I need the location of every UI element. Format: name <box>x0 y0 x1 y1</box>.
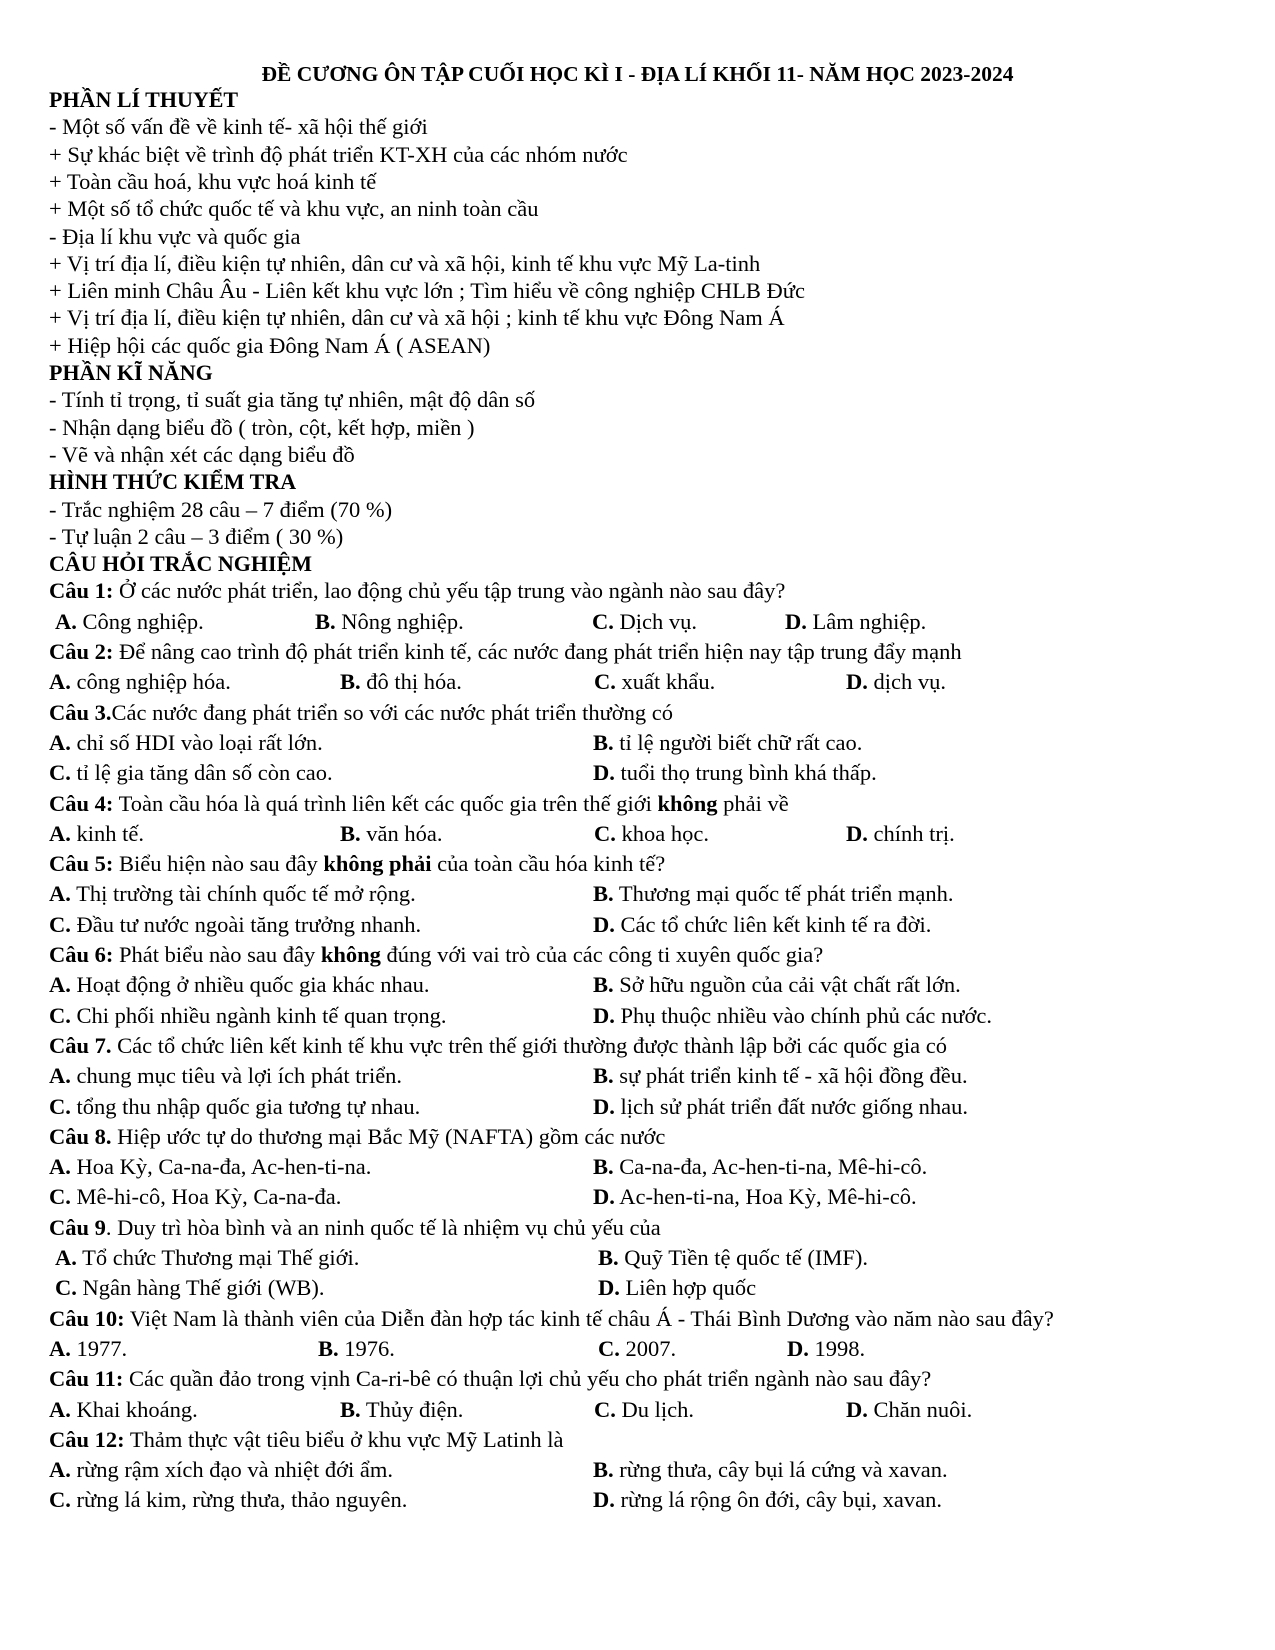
question-stem <box>49 1426 564 1454</box>
option-text: chính trị. <box>867 820 955 846</box>
option-letter: D. <box>846 669 868 695</box>
answer-option[interactable] <box>593 729 862 757</box>
option-text: Thủy điện. <box>360 1396 464 1422</box>
option-letter: B. <box>340 820 361 846</box>
option-letter: D. <box>846 1396 868 1422</box>
option-letter: A. <box>55 608 77 634</box>
option-letter: A. <box>49 1396 71 1422</box>
option-text: tổng thu nhập quốc gia tương tự nhau. <box>70 1093 421 1119</box>
answer-option[interactable] <box>593 1456 948 1484</box>
question-label: Câu 4: <box>49 790 114 816</box>
option-letter: A. <box>49 881 71 907</box>
option-text: Dịch vụ. <box>613 608 697 634</box>
question-label: Câu 9 <box>49 1214 106 1240</box>
question-stem <box>49 638 962 666</box>
option-letter: C. <box>49 760 71 786</box>
option-letter: D. <box>785 608 807 634</box>
option-text: Du lịch. <box>615 1396 694 1422</box>
question-text: Phát biểu nào sau đây <box>113 942 321 967</box>
option-text: Nông nghiệp. <box>335 608 464 634</box>
option-text: 1976. <box>338 1335 395 1361</box>
answer-option[interactable] <box>49 911 421 939</box>
answer-option[interactable] <box>49 759 333 787</box>
question-label: Câu 8. <box>49 1123 112 1149</box>
option-letter: C. <box>49 1487 71 1513</box>
answer-option[interactable] <box>594 668 715 696</box>
option-text: lịch sử phát triển đất nước giống nhau. <box>614 1093 968 1119</box>
question-text: . Duy trì hòa bình và an ninh quốc tế là nhiệm vụ chủ yếu của <box>105 1214 661 1240</box>
answer-option[interactable] <box>592 608 697 636</box>
option-text: đô thị hóa. <box>360 669 462 695</box>
question-text: Toàn cầu hóa là quá trình liên kết các quốc gia trên thế giới <box>113 790 658 816</box>
skills-item: - Nhận dạng biểu đồ ( tròn, cột, kết hợp, miền ) <box>49 414 475 440</box>
option-letter: C. <box>49 911 71 937</box>
option-letter: A. <box>49 1457 71 1483</box>
theory-item: + Sự khác biệt về trình độ phát triển KT-XH của các nhóm nước <box>49 141 628 167</box>
question-text: Các quần đảo trong vịnh Ca-ri-bê có thuận lợi chủ yếu cho phát triển ngành nào sau đây? <box>123 1366 932 1392</box>
option-text: Ac-hen-ti-na, Hoa Kỳ, Mê-hi-cô. <box>614 1184 917 1210</box>
theory-heading: PHẦN LÍ THUYẾT <box>49 87 239 112</box>
option-text: Thị trường tài chính quốc tế mở rộng. <box>70 881 416 907</box>
option-text: Khai khoáng. <box>70 1396 198 1422</box>
question-text: Biểu hiện nào sau đây <box>113 851 324 877</box>
option-letter: D. <box>593 1002 615 1028</box>
option-letter: A. <box>49 1063 71 1089</box>
theory-item: + Hiệp hội các quốc gia Đông Nam Á ( ASEAN) <box>49 332 491 358</box>
exam-heading: HÌNH THỨC KIỂM TRA <box>49 469 297 495</box>
option-text: rừng rậm xích đạo và nhiệt đới ẩm. <box>70 1457 394 1483</box>
option-letter: D. <box>593 1487 615 1513</box>
option-text: Phụ thuộc nhiều vào chính phủ các nước. <box>614 1002 993 1028</box>
answer-option[interactable] <box>593 1486 942 1514</box>
option-letter: C. <box>594 1396 616 1422</box>
option-text: Sở hữu nguồn của cải vật chất rất lớn. <box>613 972 961 998</box>
answer-option[interactable] <box>49 1396 198 1424</box>
question-text: Ở các nước phát triển, lao động chủ yếu tập trung vào ngành nào sau đây? <box>113 578 786 604</box>
option-letter: B. <box>340 669 361 695</box>
theory-item: + Vị trí địa lí, điều kiện tự nhiên, dân cư và xã hội ; kinh tế khu vực Đông Nam Á <box>49 305 785 331</box>
skills-heading: PHẦN KĨ NĂNG <box>49 360 213 385</box>
theory-item: + Liên minh Châu Âu - Liên kết khu vực lớn ; Tìm hiểu về công nghiệp CHLB Đức <box>49 278 805 304</box>
document-title: ĐỀ CƯƠNG ÔN TẬP CUỐI HỌC KÌ I - ĐỊA LÍ KHỐI 11- NĂM HỌC 2023-2024 <box>261 62 1014 86</box>
skills-item: - Tính tỉ trọng, tỉ suất gia tăng tự nhiên, mật độ dân số <box>49 387 536 413</box>
question-label: Câu 5: <box>49 851 114 877</box>
option-letter: C. <box>594 669 616 695</box>
question-label: Câu 3. <box>49 699 112 725</box>
answer-option[interactable] <box>594 820 709 848</box>
answer-option[interactable] <box>49 729 323 757</box>
option-text: Thương mại quốc tế phát triển mạnh. <box>613 881 954 907</box>
option-text: Hoa Kỳ, Ca-na-đa, Ac-hen-ti-na. <box>70 1154 372 1180</box>
option-text: dịch vụ. <box>867 669 946 695</box>
option-text: công nghiệp hóa. <box>70 669 231 695</box>
answer-option[interactable] <box>593 1002 992 1030</box>
option-text: Đầu tư nước ngoài tăng trưởng nhanh. <box>70 911 422 937</box>
question-text: Các nước đang phát triển so với các nước phát triển thường có <box>111 699 674 725</box>
option-letter: D. <box>593 1093 615 1119</box>
option-text: Tổ chức Thương mại Thế giới. <box>76 1245 360 1270</box>
answer-option[interactable] <box>49 880 416 908</box>
option-text: Chăn nuôi. <box>867 1396 973 1422</box>
option-letter: B. <box>593 1154 614 1180</box>
answer-option[interactable] <box>55 1274 325 1302</box>
answer-option[interactable] <box>49 1062 402 1090</box>
option-text: Hoạt động ở nhiều quốc gia khác nhau. <box>70 972 430 998</box>
option-letter: D. <box>846 820 868 846</box>
option-letter: C. <box>598 1335 620 1361</box>
answer-option[interactable] <box>593 1062 968 1090</box>
question-text: Các tổ chức liên kết kinh tế khu vực trên thế giới thường được thành lập bởi các quốc gia có <box>111 1032 948 1058</box>
option-letter: D. <box>593 760 615 786</box>
question-text: Để nâng cao trình độ phát triển kinh tế, các nước đang phát triển hiện nay tập trung đẩy mạnh <box>113 639 962 664</box>
question-stem <box>49 1123 665 1151</box>
option-letter: D. <box>787 1335 809 1361</box>
answer-option[interactable] <box>318 1335 395 1363</box>
answer-option[interactable] <box>49 1183 341 1211</box>
option-letter: B. <box>593 881 614 907</box>
question-emphasis: không <box>657 790 718 816</box>
option-text: tỉ lệ người biết chữ rất cao. <box>613 729 863 755</box>
option-letter: B. <box>340 1396 361 1422</box>
answer-option[interactable] <box>598 1274 756 1302</box>
option-text: Lâm nghiệp. <box>806 608 927 634</box>
question-text: Việt Nam là thành viên của Diễn đàn hợp tác kinh tế châu Á - Thái Bình Dương vào năm nào sau đây? <box>124 1305 1054 1331</box>
option-letter: A. <box>49 820 71 846</box>
option-letter: D. <box>598 1275 620 1301</box>
question-label: Câu 6: <box>49 942 114 967</box>
answer-option[interactable] <box>598 1244 868 1272</box>
option-letter: A. <box>49 729 71 755</box>
option-text: Công nghiệp. <box>76 608 204 634</box>
option-letter: C. <box>594 820 616 846</box>
option-letter: C. <box>49 1093 71 1119</box>
question-stem <box>49 1214 661 1242</box>
question-stem <box>49 941 823 969</box>
option-text: văn hóa. <box>360 820 443 846</box>
option-text: sự phát triển kinh tế - xã hội đồng đều. <box>613 1063 968 1089</box>
option-text: tuổi thọ trung bình khá thấp. <box>614 760 877 786</box>
option-text: 1998. <box>808 1335 866 1361</box>
theory-item: + Một số tổ chức quốc tế và khu vực, an ninh toàn cầu <box>49 196 539 222</box>
option-text: chung mục tiêu và lợi ích phát triển. <box>70 1063 403 1089</box>
option-text: xuất khẩu. <box>615 669 716 695</box>
option-text: chỉ số HDI vào loại rất lớn. <box>70 729 323 755</box>
question-label: Câu 2: <box>49 639 114 664</box>
question-stem <box>49 1365 931 1393</box>
option-letter: B. <box>593 729 614 755</box>
option-text: 1977. <box>70 1335 128 1361</box>
option-letter: B. <box>598 1245 619 1270</box>
option-letter: C. <box>49 1002 71 1028</box>
question-text: đúng với vai trò của các công ti xuyên quốc gia? <box>380 942 824 967</box>
answer-option[interactable] <box>340 820 443 848</box>
option-text: Chi phối nhiều ngành kinh tế quan trọng. <box>70 1002 447 1028</box>
answer-option[interactable] <box>49 971 430 999</box>
option-letter: C. <box>49 1184 71 1210</box>
option-text: rừng thưa, cây bụi lá cứng và xavan. <box>613 1457 948 1483</box>
question-label: Câu 7. <box>49 1032 112 1058</box>
option-letter: B. <box>593 1457 614 1483</box>
option-text: Ca-na-đa, Ac-hen-ti-na, Mê-hi-cô. <box>613 1154 928 1180</box>
question-stem <box>49 790 789 818</box>
option-letter: C. <box>55 1275 77 1301</box>
answer-option[interactable] <box>594 1396 694 1424</box>
answer-option[interactable] <box>55 608 204 636</box>
answer-option[interactable] <box>340 668 462 696</box>
answer-option[interactable] <box>315 608 464 636</box>
question-emphasis: không phải <box>323 851 432 877</box>
skills-item: - Vẽ và nhận xét các dạng biểu đồ <box>49 441 355 467</box>
question-text: Hiệp ước tự do thương mại Bắc Mỹ (NAFTA) gồm các nước <box>111 1123 666 1149</box>
question-text: Thảm thực vật tiêu biểu ở khu vực Mỹ Latinh là <box>124 1426 564 1452</box>
exam-item: - Trắc nghiệm 28 câu – 7 điểm (70 %) <box>49 496 393 522</box>
question-label: Câu 12: <box>49 1426 125 1452</box>
option-text: 2007. <box>619 1335 677 1361</box>
question-text: của toàn cầu hóa kinh tế? <box>431 851 666 877</box>
theory-item: - Một số vấn đề về kinh tế- xã hội thế giới <box>49 114 428 140</box>
answer-option[interactable] <box>49 1002 446 1030</box>
answer-option[interactable] <box>49 820 144 848</box>
option-text: Các tổ chức liên kết kinh tế ra đời. <box>614 911 932 937</box>
option-text: Liên hợp quốc <box>619 1275 757 1301</box>
questions-heading: CÂU HỎI TRẮC NGHIỆM <box>49 551 313 577</box>
answer-option[interactable] <box>49 1486 407 1514</box>
option-letter: C. <box>592 608 614 634</box>
answer-option[interactable] <box>593 759 877 787</box>
option-text: Mê-hi-cô, Hoa Kỳ, Ca-na-đa. <box>70 1184 342 1210</box>
option-text: khoa học. <box>615 820 709 846</box>
option-letter: A. <box>49 1154 71 1180</box>
theory-item: - Địa lí khu vực và quốc gia <box>49 223 301 249</box>
option-letter: A. <box>49 972 71 998</box>
theory-item: + Toàn cầu hoá, khu vực hoá kinh tế <box>49 168 377 194</box>
question-emphasis: không <box>320 942 381 967</box>
question-stem <box>49 699 673 727</box>
option-letter: D. <box>593 911 615 937</box>
answer-option[interactable] <box>593 880 954 908</box>
answer-option[interactable] <box>55 1244 359 1272</box>
answer-option[interactable] <box>49 668 231 696</box>
option-letter: B. <box>318 1335 339 1361</box>
answer-option[interactable] <box>593 971 961 999</box>
theory-item: + Vị trí địa lí, điều kiện tự nhiên, dân cư và xã hội, kinh tế khu vực Mỹ La-tinh <box>49 250 761 276</box>
option-text: kinh tế. <box>70 820 144 846</box>
option-text: tỉ lệ gia tăng dân số còn cao. <box>70 760 333 786</box>
answer-option[interactable] <box>785 608 926 636</box>
exam-item: - Tự luận 2 câu – 3 điểm ( 30 %) <box>49 523 344 549</box>
answer-option[interactable] <box>846 1396 972 1424</box>
question-label: Câu 1: <box>49 578 114 604</box>
answer-option[interactable] <box>598 1335 676 1363</box>
question-text: phải về <box>717 790 789 816</box>
answer-option[interactable] <box>49 1093 420 1121</box>
option-letter: A. <box>55 1245 77 1270</box>
answer-option[interactable] <box>593 1183 917 1211</box>
option-letter: B. <box>593 1063 614 1089</box>
option-letter: B. <box>315 608 336 634</box>
option-text: rừng lá rộng ôn đới, cây bụi, xavan. <box>614 1487 943 1513</box>
answer-option[interactable] <box>49 1456 393 1484</box>
answer-option[interactable] <box>846 668 946 696</box>
option-text: Quỹ Tiền tệ quốc tế (IMF). <box>618 1245 869 1270</box>
option-text: Ngân hàng Thế giới (WB). <box>76 1275 325 1301</box>
answer-option[interactable] <box>593 1093 968 1121</box>
question-stem <box>49 1305 1054 1333</box>
answer-option[interactable] <box>49 1153 371 1181</box>
question-stem <box>49 850 665 878</box>
option-letter: B. <box>593 972 614 998</box>
answer-option[interactable] <box>593 1153 927 1181</box>
option-letter: A. <box>49 669 71 695</box>
answer-option[interactable] <box>340 1396 463 1424</box>
option-letter: A. <box>49 1335 71 1361</box>
question-label: Câu 10: <box>49 1305 125 1331</box>
answer-option[interactable] <box>846 820 955 848</box>
option-letter: D. <box>593 1184 615 1210</box>
question-stem <box>49 577 785 605</box>
answer-option[interactable] <box>593 911 931 939</box>
answer-option[interactable] <box>787 1335 865 1363</box>
question-stem <box>49 1032 947 1060</box>
answer-option[interactable] <box>49 1335 127 1363</box>
option-text: rừng lá kim, rừng thưa, thảo nguyên. <box>70 1487 408 1513</box>
question-label: Câu 11: <box>49 1366 124 1392</box>
